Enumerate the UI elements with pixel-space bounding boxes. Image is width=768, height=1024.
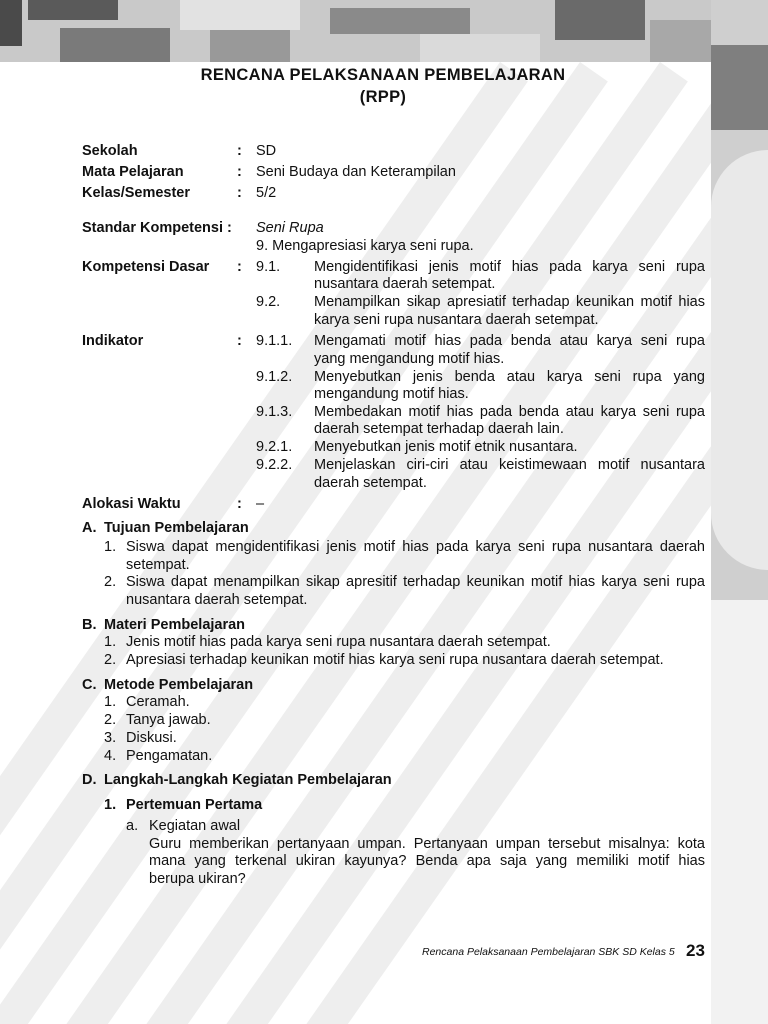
list-item: Apresiasi terhadap keunikan motif hias karya seni rupa nusantara daerah setempat. [126,652,664,668]
section-d-letter: D. [82,772,97,788]
colon: : [237,143,242,159]
colon: : [237,185,242,201]
indikator-num: 9.2.2. [256,457,293,473]
colon: : [237,333,242,349]
indikator-text: Menjelaskan ciri-ciri atau keistimewaan motif nusantara [314,457,705,473]
list-num: 1. [104,634,117,650]
section-d-heading: Langkah-Langkah Kegiatan Pembelajaran [104,772,392,788]
indikator-text: daerah setempat. [314,475,427,491]
kelas-value: 5/2 [256,185,277,201]
indikator-num: 9.1.3. [256,404,293,420]
list-num: 4. [104,748,117,764]
paragraph-line: mana yang terkenal ukiran kayunya? Benda apa saja yang memiliki motif hias [149,853,705,869]
subsub-letter: a. [126,818,139,834]
mapel-value: Seni Budaya dan Keterampilan [256,164,456,180]
sekolah-label: Sekolah [82,143,138,159]
indikator-num: 9.1.2. [256,369,293,385]
alokasi-value: – [256,496,265,512]
list-num: 3. [104,730,117,746]
list-num: 2. [104,652,117,668]
indikator-num: 9.2.1. [256,439,293,455]
page-number: 23 [686,941,705,960]
indikator-text: Menyebutkan jenis motif etnik nusantara. [314,439,578,455]
subsub-heading: Kegiatan awal [149,818,241,834]
sekolah-value: SD [256,143,277,159]
list-item: Jenis motif hias pada karya seni rupa nusantara daerah setempat. [126,634,551,650]
list-num: 2. [104,574,117,590]
paragraph-line: Guru memberikan pertanyaan umpan. Pertanyaan umpan tersebut misalnya: kota [149,836,705,852]
mapel-label: Mata Pelajaran [82,164,184,180]
list-item: Tanya jawab. [126,712,211,728]
paragraph-line: berupa ukiran? [149,871,246,887]
indikator-text: Menyebutkan jenis benda atau karya seni rupa yang [314,369,705,385]
indikator-text: yang mengandung motif hias. [314,351,505,367]
section-b-letter: B. [82,617,97,633]
subsection-heading: Pertemuan Pertama [126,797,263,813]
section-b-heading: Materi Pembelajaran [104,617,246,633]
kd-text: Menampilkan sikap apresiatif terhadap keunikan motif hias [314,294,705,310]
indikator-label: Indikator [82,333,144,349]
indikator-text: daerah setempat terhadap daerah lain. [314,421,564,437]
indikator-text: Membedakan motif hias pada benda atau karya seni rupa [314,404,705,420]
list-item: Diskusi. [126,730,177,746]
list-item: Pengamatan. [126,748,213,764]
kd-num: 9.2. [256,294,281,310]
section-a-letter: A. [82,520,97,536]
list-num: 2. [104,712,117,728]
footer-text: Rencana Pelaksanaan Pembelajaran SBK SD Kelas 5 [422,946,675,958]
list-item: setempat. [126,557,190,573]
list-item: Ceramah. [126,694,190,710]
section-a-heading: Tujuan Pembelajaran [104,520,249,536]
kd-text: nusantara daerah setempat. [314,276,496,292]
colon: : [237,496,242,512]
section-c-letter: C. [82,677,97,693]
kd-label: Kompetensi Dasar [82,259,210,275]
colon: : [237,164,242,180]
list-num: 1. [104,539,117,555]
indikator-text: Mengamati motif hias pada benda atau karya seni rupa [314,333,705,349]
sk-label: Standar Kompetensi : [82,220,232,236]
kelas-label: Kelas/Semester [82,185,191,201]
list-item: Siswa dapat menampilkan sikap apresitif terhadap keunikan motif hias karya seni rupa [126,574,705,590]
list-item: Siswa dapat mengidentifikasi jenis motif hias pada karya seni rupa nusantara daerah [126,539,705,555]
doc-subtitle: (RPP) [359,88,407,106]
list-item: nusantara daerah setempat. [126,592,308,608]
sk-value: Seni Rupa [256,220,324,236]
kd-text: Mengidentifikasi jenis motif hias pada karya seni rupa [314,259,705,275]
kd-text: karya seni rupa nusantara daerah setempat. [314,312,599,328]
sk-item: 9. Mengapresiasi karya seni rupa. [256,238,474,254]
doc-title: RENCANA PELAKSANAAN PEMBELAJARAN [200,66,566,84]
section-c-heading: Metode Pembelajaran [104,677,254,693]
kd-num: 9.1. [256,259,281,275]
indikator-num: 9.1.1. [256,333,293,349]
list-num: 1. [104,694,117,710]
colon: : [237,259,242,275]
subsection-num: 1. [104,797,117,813]
indikator-text: mengandung motif hias. [314,386,469,402]
alokasi-label: Alokasi Waktu [82,496,181,512]
